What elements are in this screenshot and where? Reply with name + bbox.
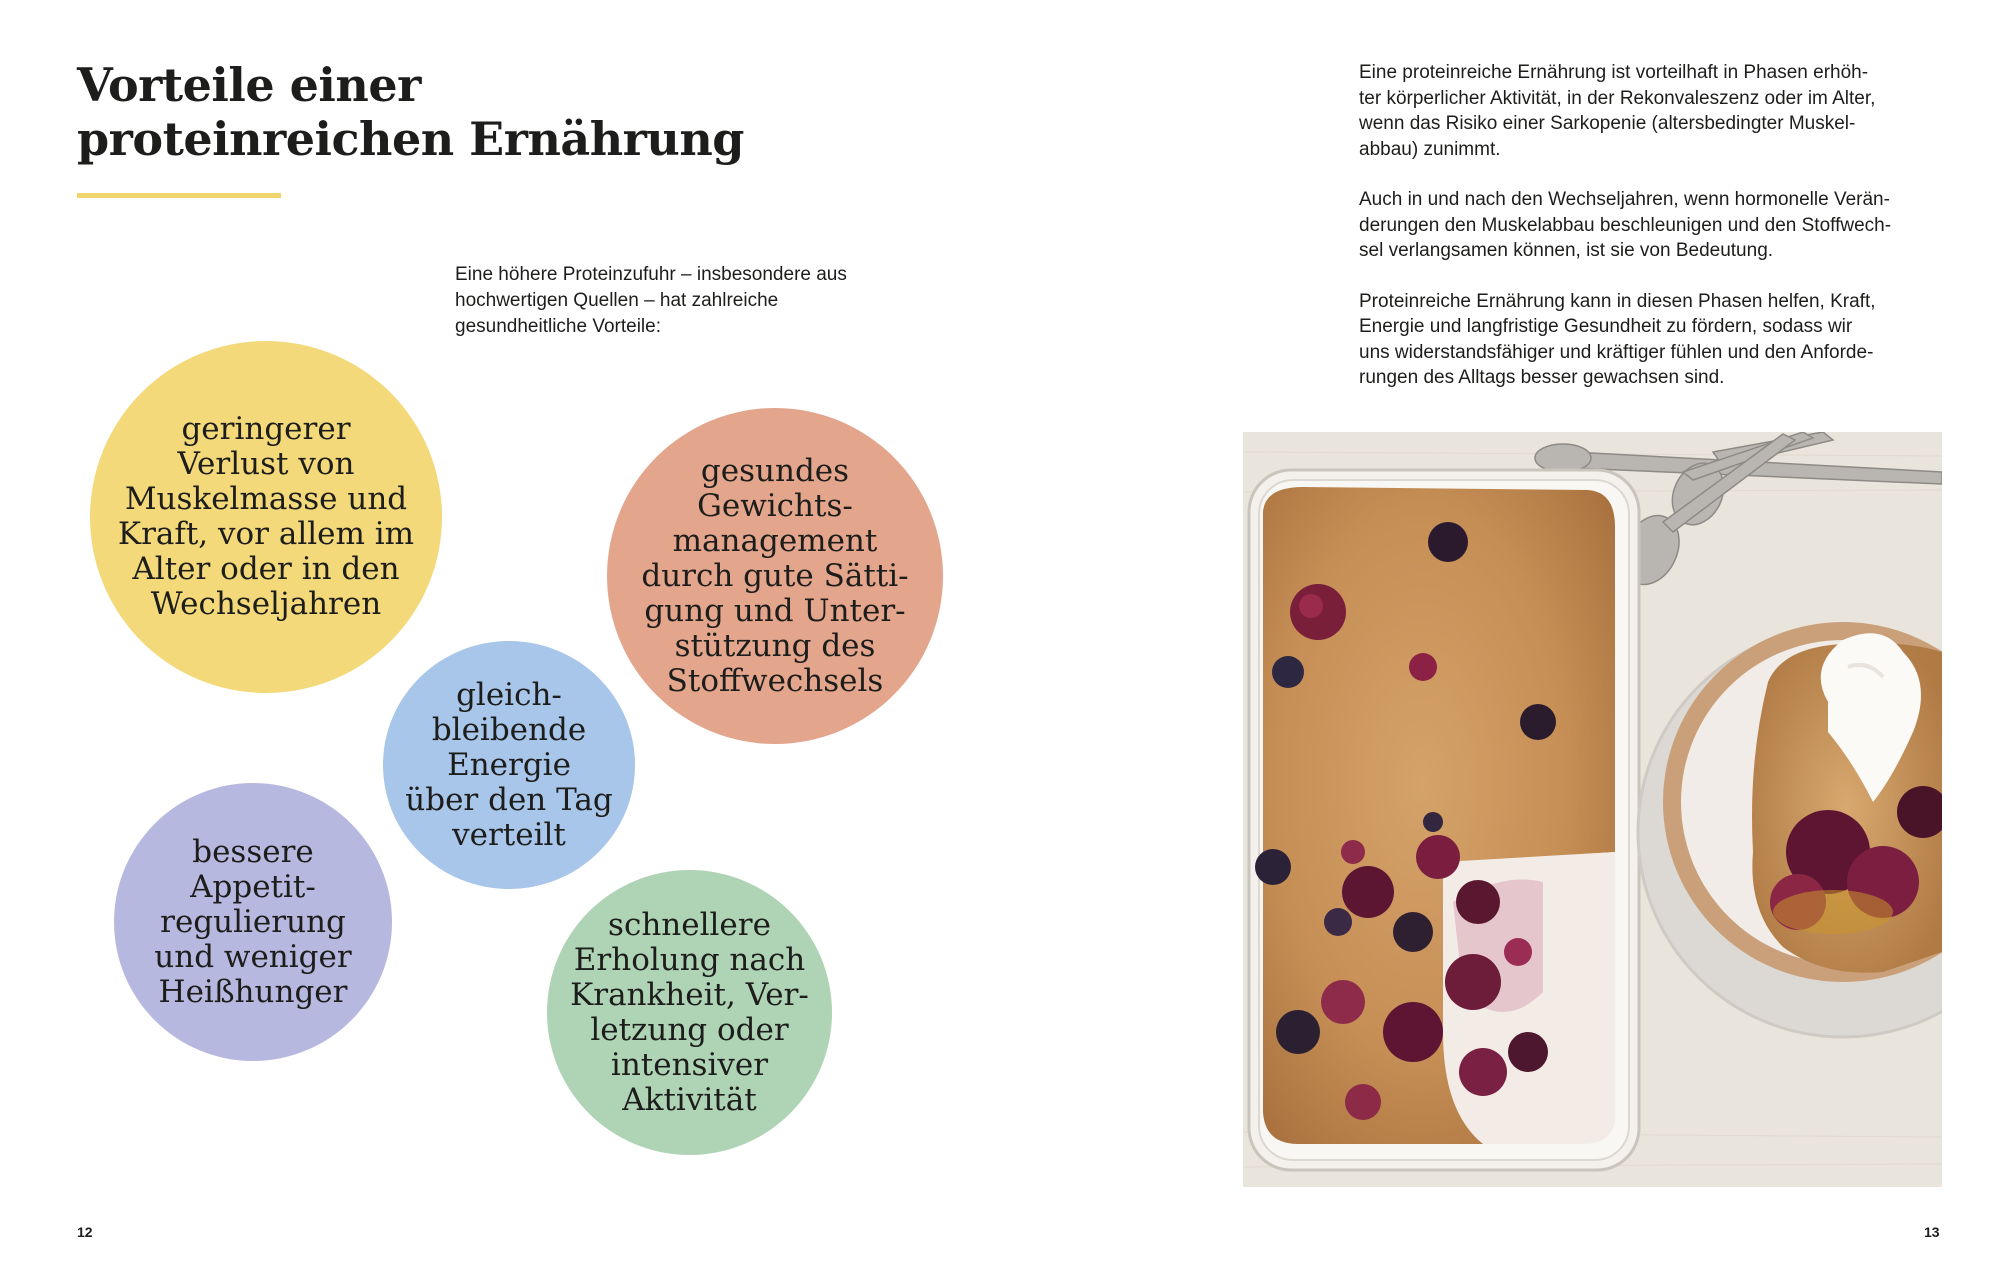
benefit-appetite-text: bessere Appetit- regulierung und weniger Heißhunger (154, 833, 352, 1010)
body-paragraph-1: Eine proteinreiche Ernährung ist vorteilhaft in Phasen erhöh- ter körperlicher Aktivität, in der Rekonvaleszenz oder im Alter, wenn das Risiko einer Sarkopenie (altersbedingter Muskel- abbau) zunimmt. (1359, 62, 1876, 160)
body-text (1359, 60, 1949, 416)
benefit-bubble-appetite (114, 783, 392, 1061)
benefit-bubble-weight (607, 408, 943, 744)
benefit-bubble-muscle (90, 341, 442, 693)
benefit-bubble-energy (383, 641, 635, 889)
body-paragraph-3: Proteinreiche Ernährung kann in diesen Phasen helfen, Kraft, Energie und langfristige Gesundheit zu fördern, sodass wir uns widerstandsfähiger und kräftiger fühlen und den Anforde- rungen des Alltags besser gewachsen sind. (1359, 290, 1876, 388)
baked-oats-photo (1243, 432, 1942, 1187)
benefit-weight-text: gesundes Gewichts- management durch gute Sätti- gung und Unter- stützung des Stoffwechsels (641, 452, 909, 699)
page-number-right: 13 (1924, 1224, 1940, 1240)
page-title (77, 58, 777, 166)
page-title-line-1: Vorteile einer (77, 58, 421, 112)
intro-text: Eine höhere Proteinzufuhr – insbesondere aus hochwertigen Quellen – hat zahlreiche gesundheitliche Vorteile: (455, 264, 847, 337)
benefit-recovery-text: schnellere Erholung nach Krankheit, Ver- letzung oder intensiver Aktivität (570, 906, 809, 1118)
page-title-line-2: proteinreichen Ernährung (77, 112, 744, 166)
page-number-left: 12 (77, 1224, 93, 1240)
benefit-energy-text: gleich- bleibende Energie über den Tag verteilt (405, 676, 613, 853)
body-paragraph-2: Auch in und nach den Wechseljahren, wenn hormonelle Verän- derungen den Muskelabbau beschleunigen und den Stoffwech- sel verlangsamen können, ist sie von Bedeutung. (1359, 189, 1892, 261)
benefit-muscle-text: geringerer Verlust von Muskelmasse und Kraft, vor allem im Alter oder in den Wechseljahren (117, 411, 415, 622)
title-underline (77, 193, 281, 198)
benefit-bubble-recovery (547, 870, 832, 1155)
